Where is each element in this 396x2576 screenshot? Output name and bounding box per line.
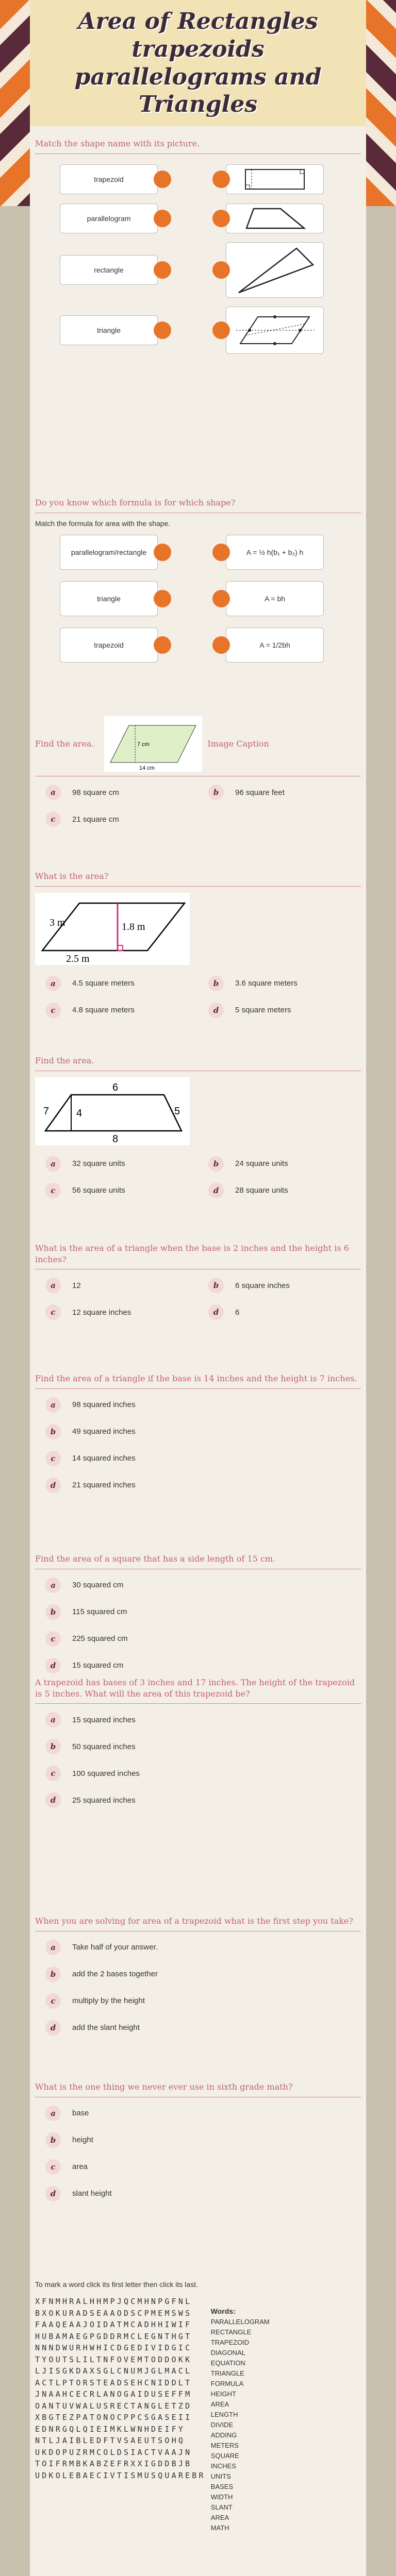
answer-option[interactable] (198, 1003, 361, 1018)
option-letter: a (45, 1578, 61, 1593)
question-text: Do you know which formula is for which shape? (35, 498, 236, 507)
answer-option[interactable] (35, 1278, 198, 1293)
option-text: 15 squared inches (72, 1715, 136, 1724)
parallelogram-picture (231, 310, 319, 351)
answer-options (35, 976, 361, 1018)
answer-option[interactable] (35, 1304, 198, 1320)
match-right-box[interactable] (226, 307, 324, 354)
option-text: 100 squared inches (72, 1769, 140, 1778)
answer-option[interactable] (35, 1940, 361, 1955)
question-9 (35, 1677, 361, 1808)
decorative-stripes-right (366, 0, 396, 206)
option-text: 32 square units (72, 1159, 125, 1168)
quiz-page (30, 0, 366, 2576)
question-text: Find the area of a square that has a side length of 15 cm. (35, 1554, 276, 1564)
match-row (60, 163, 361, 195)
word-search-row[interactable]: ACTLPTORSTEADSEHCNIDDLT (35, 2378, 192, 2387)
match-left-box[interactable]: trapezoid (60, 164, 158, 194)
answer-option[interactable] (35, 1739, 361, 1754)
trapezoid-figure (35, 1077, 190, 1145)
answer-options (35, 785, 361, 827)
match-left-box[interactable]: triangle (60, 315, 158, 345)
option-letter: b (208, 785, 224, 800)
answer-option[interactable] (35, 1156, 198, 1172)
figure-top-label: 6 (112, 1081, 119, 1093)
match-right-box[interactable] (226, 204, 324, 233)
option-letter: c (45, 1304, 61, 1320)
option-letter: d (208, 1003, 224, 1018)
word-search-row[interactable]: BXOKURADSEAAODSCPMEMSWS (35, 2308, 192, 2318)
answer-option[interactable] (35, 1451, 361, 1466)
answer-option[interactable] (35, 976, 198, 991)
match-row (60, 628, 361, 663)
option-letter: a (45, 1397, 61, 1413)
option-text: 98 square cm (72, 788, 119, 797)
option-letter: a (45, 1712, 61, 1727)
answer-option[interactable] (35, 2106, 361, 2121)
match-row (60, 202, 361, 234)
word-list-item: AREA (210, 2400, 229, 2408)
question-text: When you are solving for area of a trapezoid what is the first step you take? (35, 1916, 353, 1926)
word-search-row[interactable]: XFNMHRALHHMPJQCMHNPGFNL (35, 2297, 192, 2306)
option-text: add the 2 bases together (72, 1970, 158, 1979)
word-list-item: UNITS (210, 2472, 231, 2480)
triangle-picture (234, 244, 316, 296)
word-list-item: DIVIDE (210, 2421, 234, 2429)
word-list-item: METERS (210, 2442, 239, 2449)
word-search-section (35, 2277, 361, 2533)
option-letter: b (45, 1967, 61, 1982)
match-handle[interactable] (154, 210, 171, 227)
option-letter: c (45, 1003, 61, 1018)
match-left-box[interactable]: parallelogram/rectangle (60, 535, 158, 570)
option-text: 225 squared cm (72, 1634, 128, 1643)
option-text: 96 square feet (235, 788, 285, 797)
answer-option[interactable] (35, 1766, 361, 1781)
option-text: height (72, 2136, 93, 2145)
answer-option[interactable] (35, 1792, 361, 1808)
answer-option[interactable] (198, 976, 361, 991)
answer-option[interactable] (35, 1183, 198, 1198)
option-letter: d (45, 1478, 61, 1493)
question-text: What is the area of a triangle when the base is 2 inches and the height is 6 inches? (35, 1243, 349, 1264)
match-handle[interactable] (212, 636, 230, 654)
question-2 (35, 497, 361, 670)
word-list-title: Words: (210, 2307, 236, 2315)
answer-option[interactable] (35, 2186, 361, 2201)
option-letter: a (45, 976, 61, 991)
option-letter: b (208, 1156, 224, 1172)
divider (35, 1703, 361, 1704)
match-right-box[interactable] (226, 164, 324, 194)
answer-option[interactable] (35, 1631, 361, 1647)
option-letter: c (45, 1183, 61, 1198)
word-list-item: EQUATION (210, 2359, 245, 2367)
answer-option[interactable] (35, 1003, 198, 1018)
match-right-box[interactable]: A = 1/2bh (226, 628, 324, 663)
answer-options (35, 1156, 361, 1198)
option-letter: d (45, 1658, 61, 1673)
option-text: 6 square inches (235, 1281, 290, 1290)
answer-option[interactable] (198, 1304, 361, 1320)
answer-option[interactable] (35, 811, 198, 827)
option-letter: c (45, 1993, 61, 2009)
word-list-item: TRAPEZOID (210, 2338, 250, 2346)
word-search-row[interactable]: FAAQEAAJOIDATMCADHHIWIF (35, 2320, 192, 2329)
word-list-item: AREA (210, 2514, 229, 2521)
figure-height-label: 7 cm (137, 741, 150, 748)
word-list-item: SQUARE (210, 2452, 239, 2460)
word-list-item: RECTANGLE (210, 2328, 252, 2336)
match-handle[interactable] (212, 321, 230, 339)
word-list (211, 2306, 270, 2533)
match-right-box[interactable]: A = bh (226, 581, 324, 616)
answer-option[interactable] (198, 785, 361, 800)
match-right-box[interactable]: A = ½ h(b₁ + b₂) h (226, 535, 324, 570)
match-handle[interactable] (212, 210, 230, 227)
word-search-row[interactable]: LJISGKDAXSGLCNUMJGLMACL (35, 2366, 192, 2376)
decorative-stripes-left (0, 0, 30, 206)
answer-option[interactable] (35, 2020, 361, 2036)
option-text: 49 squared inches (72, 1427, 136, 1436)
option-text: 12 square inches (72, 1308, 131, 1317)
question-text: Match the shape name with its picture. (35, 139, 200, 148)
figure-height-label: 1.8 m (122, 921, 145, 933)
word-list-item: PARALLELOGRAM (210, 2318, 270, 2326)
word-list-item: DIAGONAL (210, 2349, 245, 2357)
option-text: multiply by the height (72, 1996, 145, 2006)
question-text: A trapezoid has bases of 3 inches and 17 inches. The height of the trapezoid is 5 inches. What will the area of this trapezoid be? (35, 1677, 355, 1699)
answer-option[interactable] (35, 1658, 361, 1673)
word-search-row[interactable]: JNAAHCECRLANOGAIDUSEFFM (35, 2389, 192, 2399)
option-letter: b (208, 1278, 224, 1293)
answer-option[interactable] (35, 785, 198, 800)
trapezoid-picture (236, 206, 314, 231)
word-list-item: LENGTH (210, 2411, 238, 2418)
answer-options (35, 1278, 361, 1320)
question-1 (35, 138, 361, 362)
divider (35, 1388, 361, 1389)
option-text: 5 square meters (235, 1006, 291, 1015)
answer-options (35, 1940, 361, 2036)
option-text: 98 squared inches (72, 1400, 136, 1410)
option-letter: d (208, 1183, 224, 1198)
word-list-item: SLANT (210, 2503, 233, 2511)
page-title: Area of Rectangles trapezoids parallelograms and Triangles (74, 8, 322, 118)
option-text: 6 (235, 1308, 240, 1317)
word-search-row[interactable]: TOIFRMBKABZEFRXXIGDDBJB (35, 2459, 192, 2468)
match-row (60, 242, 361, 298)
option-letter: b (45, 2132, 61, 2148)
match-handle[interactable] (154, 321, 171, 339)
question-text: What is the one thing we never ever use in sixth grade math? (35, 2082, 293, 2092)
match-handle[interactable] (212, 590, 230, 607)
word-list-item: TRIANGLE (210, 2369, 244, 2377)
match-handle[interactable] (154, 261, 171, 279)
option-text: 21 squared inches (72, 1481, 136, 1490)
answer-option[interactable] (35, 1397, 361, 1413)
option-letter: c (45, 1631, 61, 1647)
question-11 (35, 2081, 361, 2201)
answer-option[interactable] (198, 1278, 361, 1293)
answer-option[interactable] (35, 1478, 361, 1493)
option-letter: b (208, 976, 224, 991)
option-text: 12 (72, 1281, 81, 1290)
option-letter: a (45, 1278, 61, 1293)
figure-left-label: 7 (43, 1105, 50, 1117)
match-left-box[interactable]: trapezoid (60, 628, 158, 663)
figure-base-label: 14 cm (139, 765, 155, 771)
option-text: slant height (72, 2189, 112, 2198)
option-text: Take half of your answer. (72, 1943, 158, 1952)
question-text: What is the area? (35, 871, 109, 881)
answer-options (35, 2106, 361, 2201)
option-text: area (72, 2162, 88, 2172)
word-search-row[interactable]: EDNRGQLQIEIMKLWNHDEIFY (35, 2424, 186, 2434)
option-text: 4.5 square meters (72, 979, 135, 988)
option-text: 25 squared inches (72, 1795, 136, 1805)
option-text: 50 squared inches (72, 1742, 136, 1751)
match-handle[interactable] (212, 544, 230, 561)
option-letter: d (208, 1304, 224, 1320)
word-list-item: ADDING (210, 2431, 237, 2439)
page-header (30, 0, 366, 126)
option-text: 115 squared cm (72, 1607, 127, 1617)
option-letter: c (45, 1766, 61, 1781)
question-text: Find the area. (35, 739, 94, 749)
answer-option[interactable] (35, 1578, 361, 1593)
word-list-item: WIDTH (210, 2493, 233, 2501)
question-6 (35, 1243, 361, 1320)
option-letter: c (45, 1451, 61, 1466)
word-search-row[interactable]: UKDOPUZRMCOLDSIACTVAAJN (35, 2447, 192, 2457)
answer-option[interactable] (198, 1156, 361, 1172)
option-letter: d (45, 1792, 61, 1808)
word-search-row[interactable]: UDKOLEBAECIVTISMUSQUAREBR (35, 2470, 206, 2480)
option-letter: c (45, 811, 61, 827)
answer-options (35, 1397, 361, 1493)
answer-option[interactable] (35, 2159, 361, 2175)
answer-option[interactable] (35, 1993, 361, 2009)
answer-options (35, 1578, 361, 1673)
answer-option[interactable] (35, 1712, 361, 1727)
word-search-row[interactable]: NNNDWURHWHICDGEDIVIDGIC (35, 2343, 192, 2352)
word-list-item: BASES (210, 2483, 234, 2490)
option-letter: a (45, 1156, 61, 1172)
question-3 (35, 716, 361, 827)
word-list-item: HEIGHT (210, 2390, 236, 2398)
answer-options (35, 1712, 361, 1808)
word-list-item: FORMULA (210, 2380, 244, 2387)
question-10 (35, 1916, 361, 2036)
question-7 (35, 1373, 361, 1493)
option-letter: d (45, 2020, 61, 2036)
option-text: 15 squared cm (72, 1661, 124, 1670)
option-text: 3.6 square meters (235, 979, 298, 988)
rectangle-picture (236, 167, 314, 191)
figure-base-label: 2.5 m (66, 953, 90, 964)
match-row (60, 306, 361, 355)
option-text: 56 square units (72, 1186, 125, 1195)
option-text: 24 square units (235, 1159, 288, 1168)
match-handle[interactable] (212, 171, 230, 188)
option-text: 21 square cm (72, 815, 119, 824)
figure-side-label: 3 m (50, 917, 65, 928)
answer-option[interactable] (35, 1604, 361, 1620)
instruction-text: Match the formula for area with the shape. (35, 519, 171, 528)
divider (35, 886, 361, 887)
option-letter: a (45, 1940, 61, 1955)
answer-option[interactable] (198, 1183, 361, 1198)
figure-right-label: 5 (174, 1105, 180, 1117)
word-search-grid[interactable] (35, 2296, 206, 2533)
match-handle[interactable] (154, 544, 171, 561)
question-text: Find the area. (35, 1056, 94, 1065)
question-8 (35, 1553, 361, 1673)
option-text: 4.8 square meters (72, 1006, 135, 1015)
match-row (60, 581, 361, 616)
option-letter: b (45, 1739, 61, 1754)
option-letter: a (45, 2106, 61, 2121)
parallelogram-figure (104, 716, 202, 772)
question-5 (35, 1055, 361, 1198)
match-left-box[interactable]: triangle (60, 581, 158, 616)
option-text: 28 square units (235, 1186, 288, 1195)
option-letter: d (45, 2186, 61, 2201)
match-handle[interactable] (212, 261, 230, 279)
option-text: add the slant height (72, 2023, 140, 2032)
option-text: base (72, 2109, 89, 2118)
match-left-box[interactable]: rectangle (60, 255, 158, 285)
match-right-box[interactable] (226, 242, 324, 298)
word-search-row[interactable]: TYOUTSLILTNFOVEMTODDOKK (35, 2354, 192, 2364)
match-handle[interactable] (154, 636, 171, 654)
option-letter: a (45, 785, 61, 800)
word-search-row[interactable]: NTLJAIBLEDFTVSAEUTSOHQ (35, 2436, 186, 2445)
match-handle[interactable] (154, 171, 171, 188)
figure-height-label: 4 (76, 1107, 82, 1119)
word-list-item: INCHES (210, 2462, 236, 2470)
word-search-row[interactable]: HUBAMAEGPGDDRMCLEGNTHGT (35, 2331, 192, 2341)
parallelogram-figure (35, 893, 190, 965)
answer-option[interactable] (35, 1424, 361, 1439)
answer-option[interactable] (35, 2132, 361, 2148)
option-text: 14 squared inches (72, 1454, 136, 1463)
figure-base-label: 8 (112, 1133, 119, 1145)
match-left-box[interactable]: parallelogram (60, 204, 158, 233)
option-letter: b (45, 1604, 61, 1620)
word-list-item: MATH (210, 2524, 229, 2532)
match-handle[interactable] (154, 590, 171, 607)
word-search-instruction: To mark a word click its first letter then click its last. (35, 2280, 198, 2289)
question-text: Find the area of a triangle if the base is 14 inches and the height is 7 inches. (35, 1374, 357, 1383)
answer-option[interactable] (35, 1967, 361, 1982)
option-letter: c (45, 2159, 61, 2175)
word-search-row[interactable]: OANTUVWALUSRECTANGLETZD (35, 2401, 192, 2411)
question-4 (35, 871, 361, 1018)
option-text: 30 squared cm (72, 1581, 124, 1590)
word-search-row[interactable]: XBGTEZPATONOCPPCSGASEII (35, 2413, 192, 2422)
option-letter: b (45, 1424, 61, 1439)
match-row (60, 535, 361, 570)
image-caption: Image Caption (207, 739, 269, 749)
